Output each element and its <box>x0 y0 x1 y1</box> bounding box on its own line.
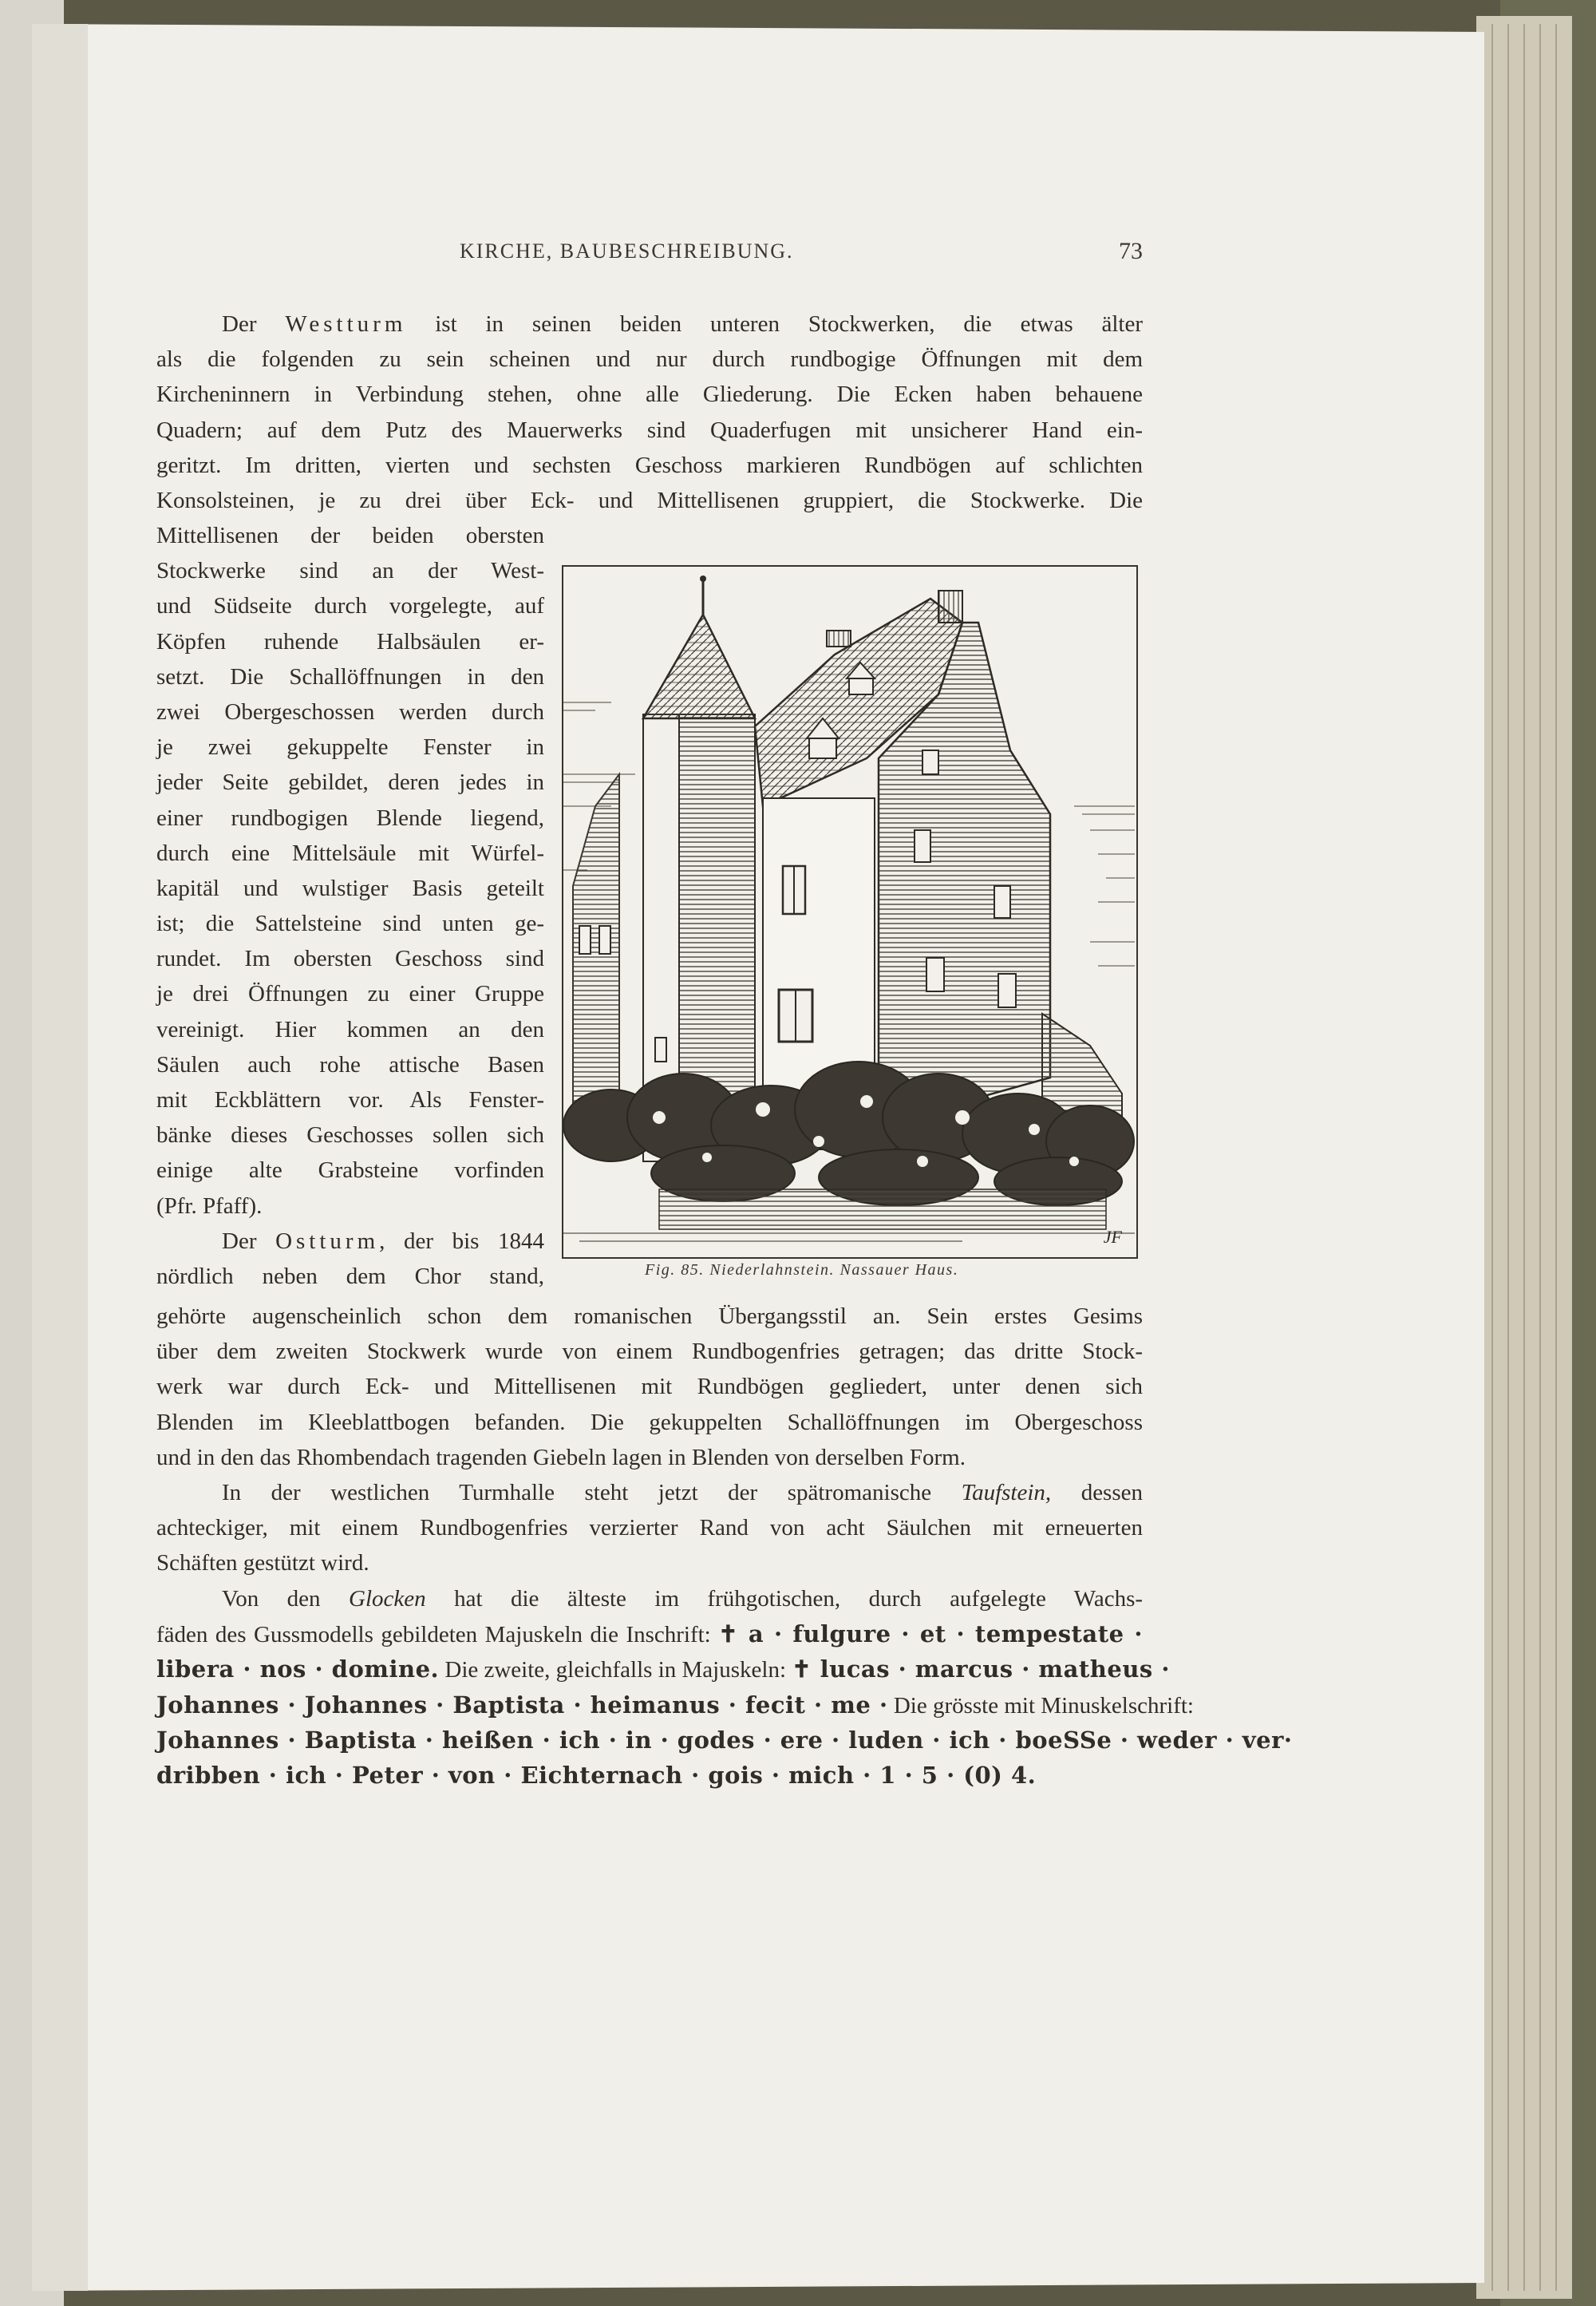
text-line <box>156 1475 1143 1510</box>
text-line: (Pfr. Pfaff). <box>156 1193 263 1219</box>
inscription-text: ✝ a · fulgure · et · tempestate · <box>718 1620 1143 1648</box>
text-line: geritzt. Im dritten, vierten und sechsten Geschoss markieren Rundbögen auf schlichten <box>156 452 1143 478</box>
text-line: nördlich neben dem Chor stand, <box>156 1263 544 1289</box>
text-line: Mittellisenen der beiden obersten <box>156 523 544 548</box>
page-header <box>156 239 1143 271</box>
text-run: Der <box>222 311 257 337</box>
text-line: ist; die Sattelsteine sind unten ge- <box>156 911 544 937</box>
text-run: , der bis 1844 <box>379 1228 545 1254</box>
text-line: über dem zweiten Stockwerk wurde von einem Rundbogenfries getragen; das dritte Stock- <box>156 1339 1143 1365</box>
text-line: Köpfen ruhende Halbsäulen er- <box>156 628 544 655</box>
emphasized-term: Glocken <box>349 1586 426 1612</box>
text-line: Säulen auch rohe attische Basen <box>156 1051 544 1078</box>
text-line <box>156 307 1143 342</box>
inscription-text: libera · nos · domine. <box>156 1655 440 1683</box>
text-line: werk war durch Eck- und Mittellisenen mit Rundbögen gegliedert, unter denen sich <box>156 1374 1143 1400</box>
paragraph-taufstein <box>156 1475 1143 1581</box>
text-line: Schäften gestützt wird. <box>156 1550 369 1576</box>
text-line: bänke dieses Geschosses sollen sich <box>156 1122 544 1149</box>
text-line <box>156 1224 544 1259</box>
inscription-text: Johannes · Johannes · Baptista · heimanus · fecit · me · <box>156 1691 888 1719</box>
text-run: hat die älteste im frühgotischen, durch aufgelegte Wachs- <box>454 1586 1144 1612</box>
running-head: KIRCHE, BAUBESCHREIBUNG. <box>460 239 794 263</box>
page-number: 73 <box>1119 238 1143 264</box>
paragraph-ostturm <box>156 1299 1143 1475</box>
text-line <box>156 1687 1194 1723</box>
inscription-line: Johannes · Baptista · heißen · ich · in · godes · ere · luden · ich · boeSSe · weder · ver· <box>156 1726 1293 1754</box>
text-line: je zwei gekuppelte Fenster in <box>156 734 544 761</box>
emphasized-term: Taufstein, <box>961 1480 1052 1505</box>
paragraph-westturm <box>156 307 1143 518</box>
text-line <box>156 1581 1143 1616</box>
text-line: kapitäl und wulstiger Basis geteilt <box>156 875 544 901</box>
text-line: jeder Seite gebildet, deren jedes in <box>156 769 544 796</box>
text-line: einige alte Grabsteine vorfinden <box>156 1157 544 1184</box>
text-run: Die grösste mit Minuskelschrift: <box>893 1692 1194 1719</box>
text-line: Blenden im Kleeblattbogen befanden. Die gekuppelten Schallöffnungen im Obergeschoss <box>156 1409 1143 1435</box>
text-line <box>156 1616 1143 1651</box>
building-drawing <box>563 567 1136 1257</box>
text-line: zwei Obergeschossen werden durch <box>156 698 544 725</box>
text-run: Der <box>222 1228 257 1254</box>
text-line: setzt. Die Schallöffnungen in den <box>156 663 544 690</box>
text-line: einer rundbogigen Blende liegend, <box>156 805 544 831</box>
inscription-text: ✝ lucas · marcus · matheus · <box>792 1655 1170 1683</box>
text-line: achteckiger, mit einem Rundbogenfries verzierter Rand von acht Säulchen mit erneuerten <box>156 1515 1143 1541</box>
emphasized-term: Westturm <box>285 311 407 337</box>
text-run: In der westlichen Turmhalle steht jetzt der spätromanische <box>222 1480 932 1505</box>
text-line: als die folgenden zu sein scheinen und nur durch rundbogige Öffnungen mit dem <box>156 346 1143 373</box>
text-line: Kircheninnern in Verbindung stehen, ohne alle Gliederung. Die Ecken haben behauene <box>156 382 1143 408</box>
text-run: Die zweite, gleichfalls in Majuskeln: <box>444 1657 786 1683</box>
text-line: rundet. Im obersten Geschoss sind <box>156 946 544 972</box>
text-line: Quadern; auf dem Putz des Mauerwerks sind Quaderfugen mit unsicherer Hand ein- <box>156 417 1143 443</box>
text-line: je drei Öffnungen zu einer Gruppe <box>156 981 544 1007</box>
text-line: vereinigt. Hier kommen an den <box>156 1016 544 1042</box>
inscription-line: dribben · ich · Peter · von · Eichternach · gois · mich · 1 · 5 · (0) 4. <box>156 1761 1037 1789</box>
figure-illustration <box>562 565 1138 1259</box>
text-run: fäden des Gussmodells gebildeten Majuskeln die Inschrift: <box>156 1622 711 1648</box>
text-line: durch eine Mittelsäule mit Würfel- <box>156 840 544 866</box>
artist-monogram: JF <box>1103 1227 1122 1247</box>
paragraph-glocken <box>156 1581 1293 1793</box>
text-line: und in den das Rhombendach tragenden Giebeln lagen in Blenden von derselben Form. <box>156 1444 966 1470</box>
text-line: gehörte augenscheinlich schon dem romanischen Übergangsstil an. Sein erstes Gesims <box>156 1303 1143 1329</box>
text-line: Stockwerke sind an der West- <box>156 558 544 584</box>
paragraph-westturm-narrow <box>156 518 544 1294</box>
emphasized-term: Ostturm <box>275 1228 380 1254</box>
text-run: dessen <box>1080 1480 1144 1505</box>
text-line: und Südseite durch vorgelegte, auf <box>156 593 544 619</box>
figure-caption: Fig. 85. Niederlahnstein. Nassauer Haus. <box>645 1261 959 1279</box>
text-line: Konsolsteinen, je zu drei über Eck- und Mittellisenen gruppiert, die Stockwerke. Die <box>156 487 1143 513</box>
text-run: Von den <box>222 1586 321 1612</box>
text-line <box>156 1651 1170 1687</box>
text-run: ist in seinen beiden unteren Stockwerken, die etwas älter <box>435 311 1143 337</box>
text-line: mit Eckblättern vor. Als Fenster- <box>156 1087 544 1113</box>
